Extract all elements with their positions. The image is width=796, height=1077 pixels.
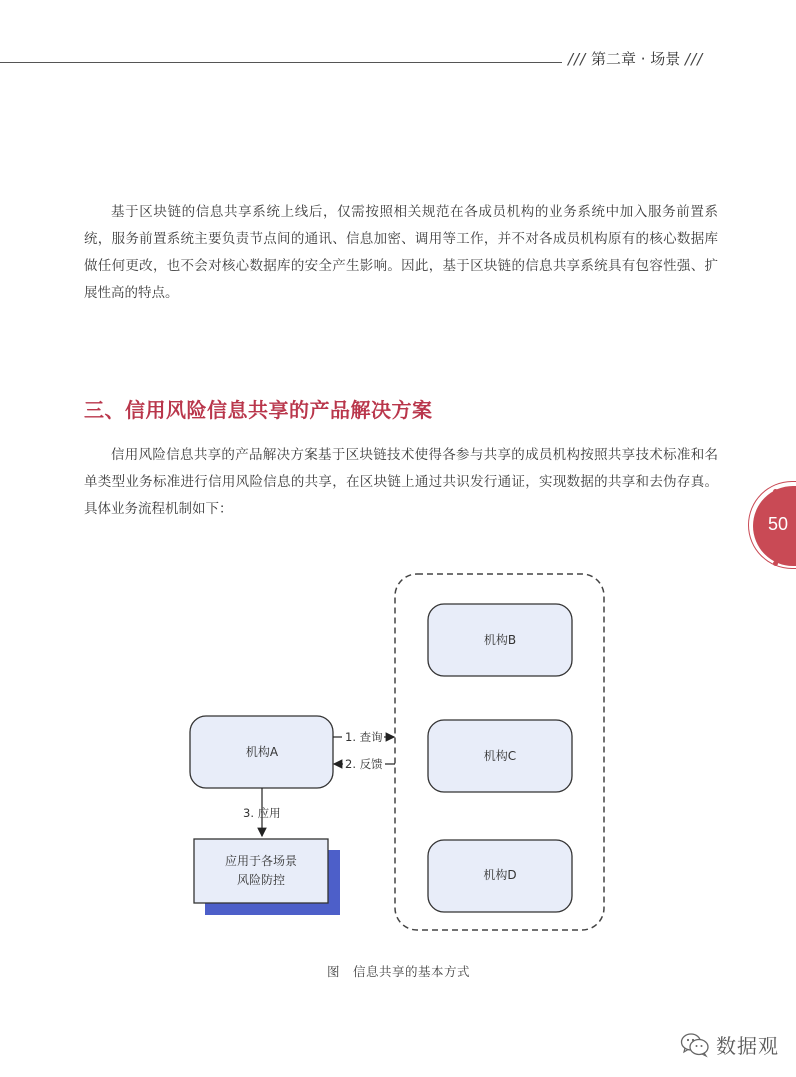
- chapter-prefix: ///: [568, 50, 587, 68]
- chapter-suffix: ///: [685, 50, 704, 68]
- section-title: 三、信用风险信息共享的产品解决方案: [84, 398, 433, 422]
- page-number: 50: [768, 514, 789, 534]
- result-line-1: 应用于各场景: [224, 854, 298, 868]
- node-b-label: 机构B: [483, 633, 517, 647]
- apply-label: 3. 应用: [243, 806, 281, 820]
- paragraph-solution: 信用风险信息共享的产品解决方案基于区块链技术使得各参与共享的成员机构按照共享技术标准和名单类型业务标准进行信用风险信息的共享，在区块链上通过共识发行通证，实现数据的共享和去伪存真。具体业务流程机制如下：: [84, 447, 718, 517]
- node-c-label: 机构C: [483, 749, 517, 763]
- figure-caption: 图 信息共享的基本方式: [327, 964, 471, 979]
- chapter-title: 第二章 · 场景: [590, 50, 681, 68]
- result-box: [194, 839, 328, 903]
- watermark: [680, 1030, 779, 1059]
- watermark-text: 数据观: [716, 1034, 779, 1058]
- wechat-icon: [680, 1032, 710, 1058]
- query-label: 1. 查询: [345, 730, 383, 744]
- node-d-label: 机构D: [483, 868, 517, 882]
- paragraph-intro: 基于区块链的信息共享系统上线后，仅需按照相关规范在各成员机构的业务系统中加入服务前置系统，服务前置系统主要负责节点间的通讯、信息加密、调用等工作，并不对各成员机构原有的核心数据库做任何更改，也不会对核心数据库的安全产生影响。因此，基于区块链的信息共享系统具有包容性强、扩展性高的特点。: [84, 204, 718, 301]
- node-a-label: 机构A: [245, 745, 279, 759]
- feedback-label: 2. 反馈: [345, 757, 383, 771]
- result-line-2: 风险防控: [236, 873, 286, 887]
